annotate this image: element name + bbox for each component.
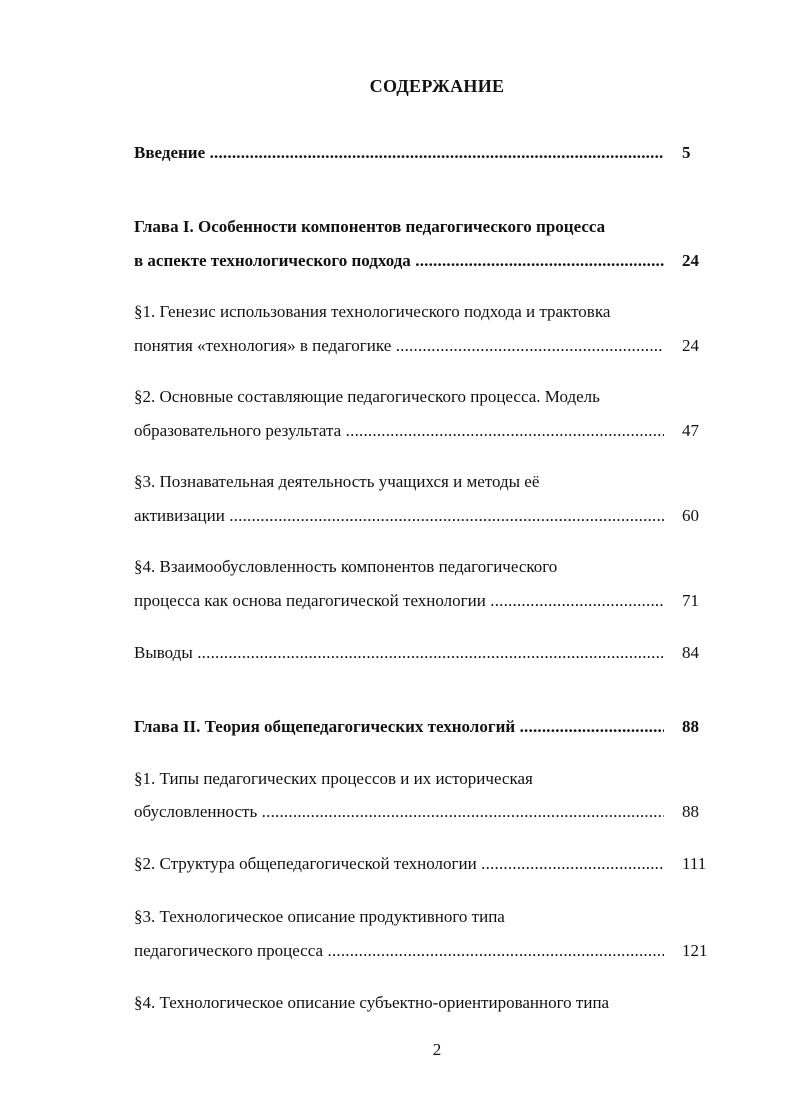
toc-entry-ch2-sec4-line-1 [134,993,712,1015]
toc-entry-ch1-sec2-line-1 [134,387,712,409]
toc-entry-page: 88 [672,802,712,822]
toc-entry-ch2-sec1-line-2 [134,802,712,824]
toc-entry-page: 60 [672,506,712,526]
toc-entry-ch1-sec1-line-2 [134,336,712,358]
toc-entry-title: Глава II. Теория общепедагогических технологий ..... [134,717,664,737]
toc-title: СОДЕРЖАНИЕ [369,76,505,96]
toc-entry-ch1-sec1-line-1 [134,302,712,324]
toc-entry-title-cont: обусловленность ..... [134,802,664,822]
toc-entry-page: 47 [672,421,712,441]
toc-entry-title-cont: образовательного результата ..... [134,421,664,441]
toc-entry-ch2-sec3-line-2 [134,941,712,963]
toc-entry-page: 84 [672,643,712,663]
toc-entry-title-cont: понятия «технология» в педагогике ..... [134,336,664,356]
toc-entry-page: 121 [672,941,712,961]
toc-entry-introduction [134,143,712,165]
toc-entry-title-cont: в аспекте технологического подхода ..... [134,251,664,271]
toc-entry-page: 71 [672,591,712,611]
toc-entry-title: Выводы ..... [134,643,664,663]
toc-entry-ch1-sec3-line-2 [134,506,712,528]
toc-entry-page: 111 [672,854,712,874]
toc-entry-page: 24 [672,336,712,356]
toc-entry-title: §4. Взаимообусловленность компонентов педагогического [134,557,558,576]
toc-entry-ch1-sec4-line-1 [134,557,712,579]
toc-entry-ch1-conclusions [134,643,712,665]
toc-entry-title: §2. Основные составляющие педагогического процесса. Модель [134,387,600,406]
toc-entry-title: §2. Структура общепедагогической технологии ..... [134,854,664,874]
toc-entry-ch2-sec3-line-1 [134,907,712,929]
toc-entry-page: 5 [672,143,712,163]
toc-entry-chapter-1-line-2 [134,251,712,273]
toc-entry-title: §4. Технологическое описание субъектно-ориентированного типа [134,993,610,1012]
toc-entry-title-cont: процесса как основа педагогической технологии ..... [134,591,664,611]
toc-entry-title: §3. Познавательная деятельность учащихся и методы её [134,472,540,491]
page-number: 2 [432,1040,442,1059]
toc-entry-title: §1. Генезис использования технологического подхода и трактовка [134,302,611,321]
toc-entry-ch1-sec4-line-2 [134,591,712,613]
toc-entry-title-cont: активизации ..... [134,506,664,526]
toc-entry-title: §1. Типы педагогических процессов и их историческая [134,769,533,788]
toc-entry-title: Введение ..... [134,143,664,163]
toc-entry-ch1-sec2-line-2 [134,421,712,443]
toc-entry-ch2-sec1-line-1 [134,769,712,791]
toc-entry-title-cont: педагогического процесса ..... [134,941,664,961]
toc-entry-ch2-sec2 [134,854,712,876]
toc-entry-chapter-1-line-1 [134,217,712,239]
toc-entry-title: Глава I. Особенности компонентов педагогического процесса [134,217,606,236]
toc-entry-ch1-sec3-line-1 [134,472,712,494]
toc-entry-title: §3. Технологическое описание продуктивного типа [134,907,505,926]
toc-entry-chapter-2 [134,717,712,739]
toc-entry-page: 88 [672,717,712,737]
toc-entry-page: 24 [672,251,712,271]
